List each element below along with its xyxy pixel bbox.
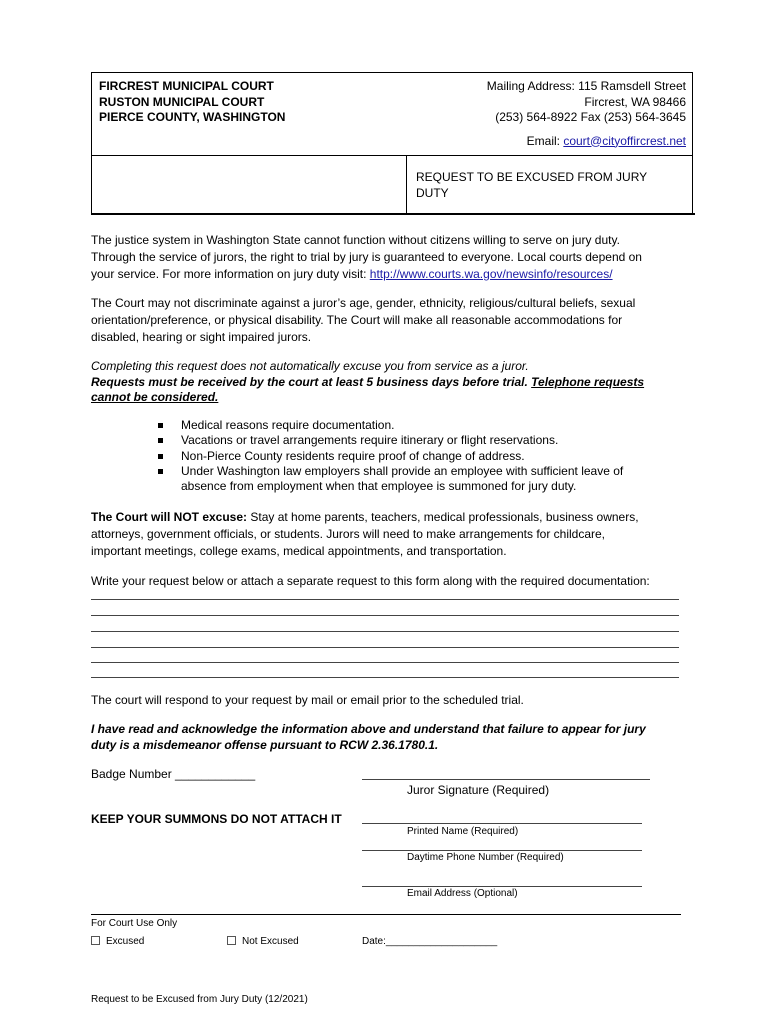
acknowledge-paragraph (91, 721, 681, 753)
form-title-line: REQUEST TO BE EXCUSED FROM JURY (416, 170, 648, 184)
list-item-text: Under Washington law employers shall provide an employee with sufficient leave of absence from employment when that employee is summoned for jury duty. (181, 463, 624, 494)
not-excuse-line: attorneys, government officials, or students. Jurors will need to make arrangements for childcare, (91, 527, 606, 541)
keep-summons-notice: KEEP YOUR SUMMONS DO NOT ATTACH IT (91, 812, 342, 826)
notice-paragraph (91, 359, 681, 406)
court-name-line: PIERCE COUNTY, WASHINGTON (99, 110, 286, 124)
request-line[interactable] (91, 599, 679, 600)
list-item (157, 418, 687, 433)
daytime-phone-label: Daytime Phone Number (Required) (407, 852, 564, 863)
printed-name-label: Printed Name (Required) (407, 826, 519, 837)
discrimination-line: disabled, hearing or sight impaired jurors. (91, 330, 312, 344)
request-line[interactable] (91, 615, 679, 616)
requirements-list (157, 418, 687, 494)
not-excused-label: Not Excused (242, 936, 299, 947)
notice-not-considered: cannot be considered. (91, 390, 219, 404)
intro-line-text: your service. For more information on jury duty visit: (91, 267, 370, 281)
bullet-square-icon (158, 454, 163, 459)
juror-signature-line[interactable] (362, 779, 650, 780)
bullet-square-icon (158, 438, 163, 443)
write-request-instruction: Write your request below or attach a separate request to this form along with the required documentation: (91, 574, 650, 588)
not-excuse-label: The Court will NOT excuse: (91, 510, 248, 524)
notice-bold-line (91, 375, 681, 391)
address-line: (253) 564-8922 Fax (253) 564-3645 (495, 110, 686, 124)
not-excuse-text: Stay at home parents, teachers, medical professionals, business owners, (247, 510, 639, 524)
excused-label: Excused (106, 936, 145, 947)
court-use-title: For Court Use Only (91, 918, 178, 929)
bullet-square-icon (158, 469, 163, 474)
request-line[interactable] (91, 662, 679, 663)
email-link[interactable]: court@cityoffircrest.net (563, 133, 686, 148)
request-line[interactable] (91, 631, 679, 632)
address-line: Fircrest, WA 98466 (584, 94, 686, 109)
printed-name-line[interactable] (362, 823, 642, 824)
mailing-address (487, 79, 686, 149)
discrimination-line: The Court may not discriminate against a juror’s age, gender, ethnicity, religious/cultural beliefs, sexual (91, 296, 636, 310)
discrimination-line: orientation/preference, or physical disability. The Court will make all reasonable accommodations for (91, 313, 623, 327)
badge-number-field[interactable]: Badge Number ____________ (91, 767, 256, 781)
discrimination-paragraph (91, 295, 681, 346)
list-item-text: Non-Pierce County residents require proof of change of address. (181, 448, 525, 463)
excused-option[interactable] (91, 935, 144, 948)
list-item (157, 433, 687, 448)
bullet-square-icon (158, 423, 163, 428)
not-excuse-paragraph (91, 509, 681, 560)
header-bottom-rule (91, 213, 695, 215)
address-line: Mailing Address: 115 Ramsdell Street (486, 79, 686, 93)
respond-text: The court will respond to your request by mail or email prior to the scheduled trial. (91, 693, 524, 707)
court-names (99, 79, 285, 126)
checkbox-icon[interactable] (227, 936, 236, 945)
not-excuse-line: important meetings, college exams, medical appointments, and transportation. (91, 544, 507, 558)
intro-line: The justice system in Washington State cannot function without citizens willing to serve on jury duty. (91, 233, 620, 247)
email-label: Email: (526, 133, 564, 148)
not-excused-option[interactable] (227, 935, 299, 948)
form-title-line: DUTY (416, 185, 449, 200)
notice-deadline: Requests must be received by the court at least 5 business days before trial. (91, 374, 532, 389)
header-divider (91, 155, 693, 156)
court-use-date-field[interactable]: Date:____________________ (362, 936, 498, 947)
intro-line (91, 266, 681, 283)
list-item-text: Medical reasons require documentation. (181, 418, 395, 432)
email-address-label: Email Address (Optional) (407, 888, 518, 899)
notice-telephone: Telephone requests (531, 374, 645, 389)
notice-italic-line: Completing this request does not automatically excuse you from service as a juror. (91, 359, 529, 373)
court-name-line: FIRCREST MUNICIPAL COURT (99, 79, 274, 93)
header-vertical-divider (406, 155, 407, 214)
acknowledge-line: I have read and acknowledge the information above and understand that failure to appear for jury (91, 722, 646, 736)
form-footer: Request to be Excused from Jury Duty (12/2021) (91, 994, 308, 1005)
list-item-text: Vacations or travel arrangements require itinerary or flight reservations. (181, 433, 559, 448)
court-use-divider (91, 914, 681, 915)
intro-line: Through the service of jurors, the right to trial by jury is guaranteed to everyone. Local courts depend on (91, 250, 642, 264)
checkbox-icon[interactable] (91, 936, 100, 945)
intro-paragraph (91, 232, 681, 283)
acknowledge-line: duty is a misdemeanor offense pursuant to RCW 2.36.1780.1. (91, 738, 439, 752)
email-line (487, 134, 686, 150)
list-item (157, 464, 651, 495)
list-item (157, 449, 687, 464)
juror-signature-label: Juror Signature (Required) (407, 783, 550, 797)
not-excuse-line (91, 509, 681, 526)
courts-info-link[interactable]: http://www.courts.wa.gov/newsinfo/resources/ (369, 267, 613, 281)
request-line[interactable] (91, 677, 679, 678)
court-name-line: RUSTON MUNICIPAL COURT (99, 94, 265, 109)
form-title (416, 170, 647, 201)
request-line[interactable] (91, 647, 679, 648)
